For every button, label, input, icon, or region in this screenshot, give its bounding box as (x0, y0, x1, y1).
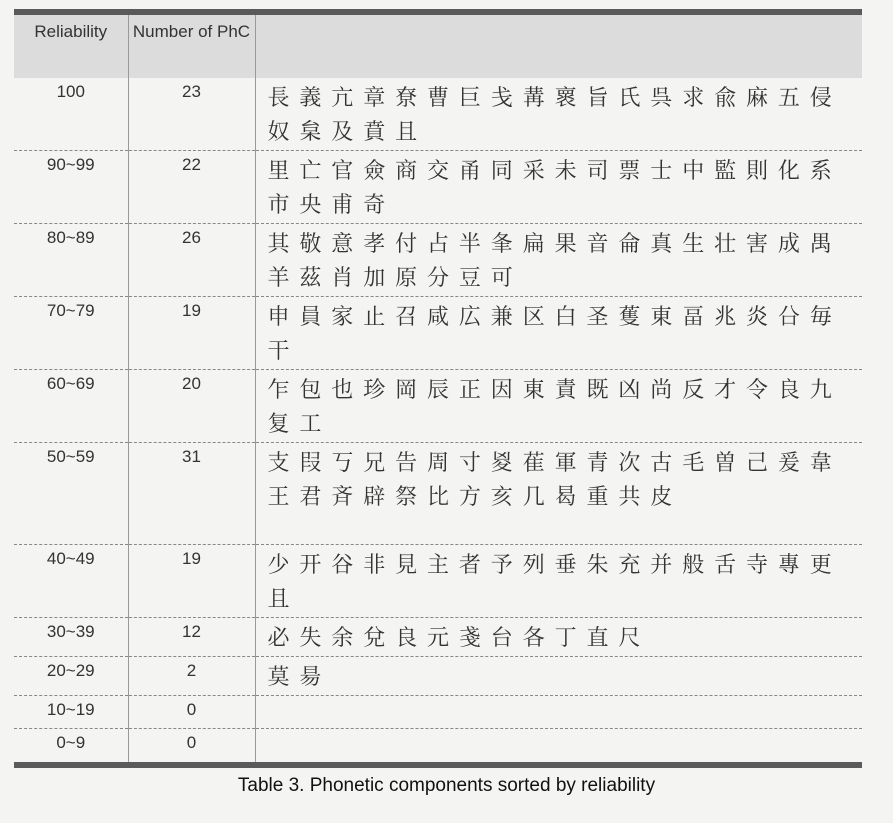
table-body (14, 78, 862, 762)
table-caption: Table 3. Phonetic components sorted by reliability (237, 775, 656, 796)
reliability-table (14, 9, 862, 768)
reliability-cell: 0~9 (56, 733, 86, 752)
table-row (14, 224, 862, 297)
reliability-cell: 40~49 (14, 545, 128, 618)
reliability-cell: 70~79 (14, 297, 128, 370)
table-row (14, 443, 862, 545)
table-row (14, 297, 862, 370)
phonetic-components-cell: 莫昜 (255, 657, 862, 696)
header-number-of-phc: Number of PhC (128, 15, 255, 78)
phonetic-components-cell (255, 729, 862, 762)
phc-count-cell: 2 (128, 657, 255, 696)
header-reliability: Reliability (34, 22, 108, 41)
phc-count-cell: 19 (128, 545, 255, 618)
header-characters (255, 15, 862, 78)
table-row (14, 78, 862, 151)
reliability-cell: 30~39 (14, 618, 128, 657)
reliability-cell: 60~69 (14, 370, 128, 443)
reliability-cell: 90~99 (14, 151, 128, 224)
reliability-cell: 80~89 (14, 224, 128, 297)
phc-count-cell: 22 (128, 151, 255, 224)
table-row (14, 545, 862, 618)
phc-count-cell: 20 (128, 370, 255, 443)
table-row (14, 657, 862, 696)
phonetic-components-cell: 乍包也珍岡辰正因東責既凶尚反才令良九复工 (255, 370, 862, 443)
table-row (14, 618, 862, 657)
phonetic-components-cell: 里亡官僉商交甬同采未司票士中監則化系市央甫奇 (255, 151, 862, 224)
phc-count-cell: 23 (128, 78, 255, 151)
table-header-row (14, 15, 862, 78)
phonetic-components-cell (255, 696, 862, 729)
reliability-cell: 100 (14, 78, 128, 151)
phc-count-cell: 0 (128, 729, 255, 762)
phc-count-cell: 26 (128, 224, 255, 297)
reliability-cell: 20~29 (14, 657, 128, 696)
phonetic-components-cell: 少开谷非見主者予列垂朱充并般舌寺專更且 (255, 545, 862, 618)
table-row (14, 696, 862, 729)
phc-count-cell: 12 (128, 618, 255, 657)
table-row (14, 729, 862, 762)
phc-count-cell: 31 (128, 443, 255, 545)
phonetic-components-cell: 申員家止召咸広兼区白圣蒦東畐兆炎㕣毎干 (255, 297, 862, 370)
table-bottom-rule (14, 762, 862, 768)
phonetic-components-cell: 長義亢章尞曹巨戋冓褱旨氏呉求兪麻五侵奴枲及賁且 (255, 78, 862, 151)
phonetic-components-cell: 必失余兌良元戔台各丁直尺 (255, 618, 862, 657)
reliability-cell: 50~59 (14, 443, 128, 545)
phonetic-components-cell: 其敬意孝付占半夆扁果音侖真生壮害成禺羊茲肖加原分豆可 (255, 224, 862, 297)
phc-count-cell: 0 (128, 696, 255, 729)
phonetic-components-cell: 支叚丂兄告周寸㚇萑軍青次古毛曽己爰韋王君斉辟祭比方亥几曷重共皮 (255, 443, 862, 545)
reliability-cell: 10~19 (14, 696, 128, 729)
phc-count-cell: 19 (128, 297, 255, 370)
table-row (14, 151, 862, 224)
table-row (14, 370, 862, 443)
